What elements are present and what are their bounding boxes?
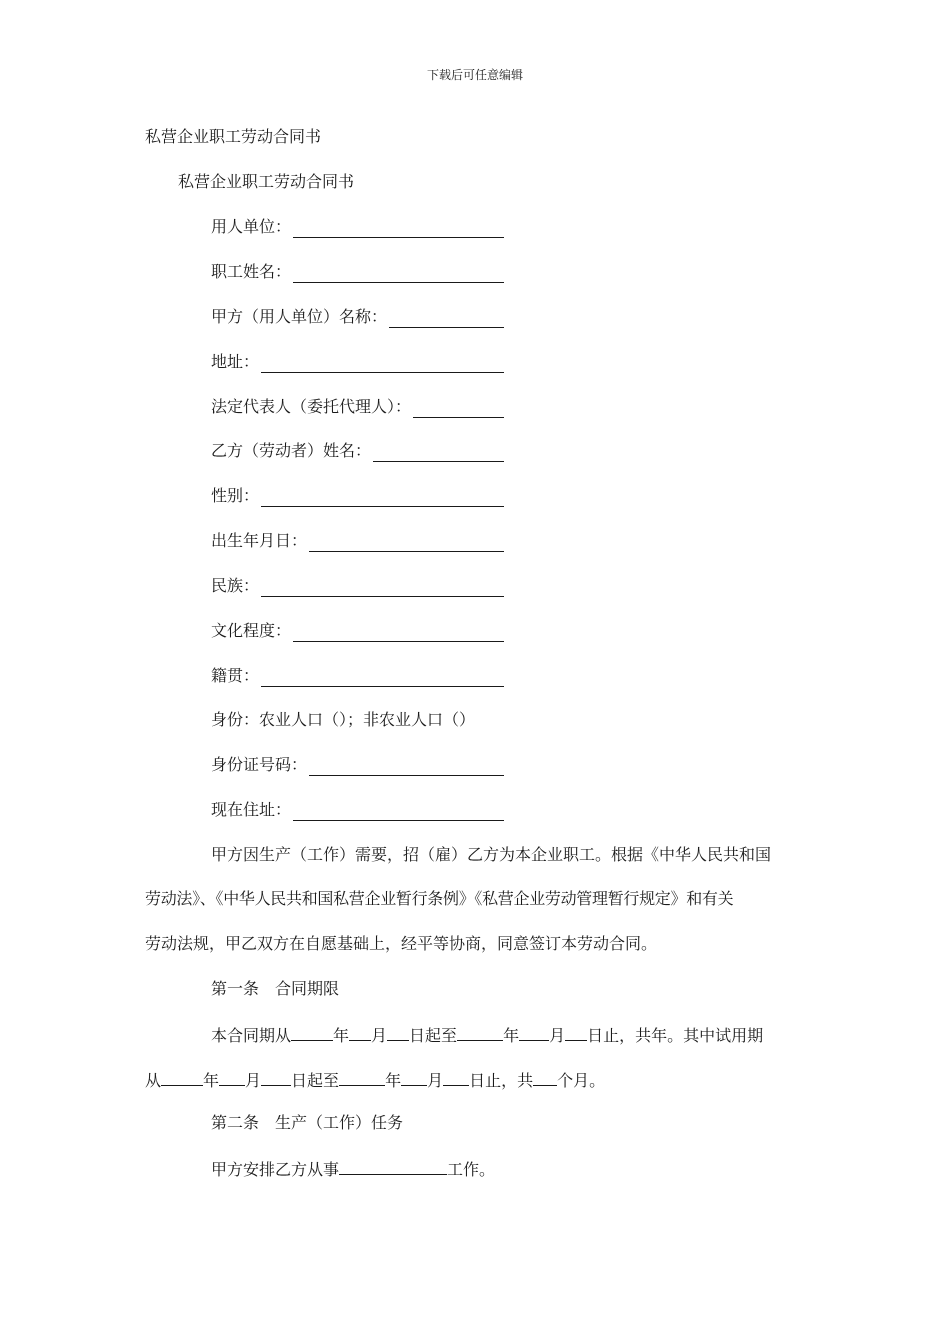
field-address bbox=[211, 351, 504, 373]
text-segment: 甲方安排乙方从事 bbox=[211, 1160, 340, 1179]
blank-months bbox=[533, 1068, 557, 1086]
identity-line: 身份：农业人口（）；非农业人口（） bbox=[211, 710, 476, 729]
article-1-line-2 bbox=[145, 1068, 605, 1092]
text-segment: 本合同期从 bbox=[211, 1026, 292, 1045]
blank-year bbox=[457, 1023, 503, 1041]
article-1-heading: 第一条 合同期限 bbox=[211, 979, 340, 998]
blank-day bbox=[443, 1068, 469, 1086]
blank-line bbox=[261, 488, 504, 507]
blank-line bbox=[261, 354, 504, 373]
field-label: 用人单位： bbox=[211, 217, 292, 236]
text-segment: 月 bbox=[549, 1026, 566, 1045]
document-subtitle: 私营企业职工劳动合同书 bbox=[178, 172, 355, 191]
field-label: 甲方（用人单位）名称： bbox=[211, 307, 388, 326]
field-label: 职工姓名： bbox=[211, 262, 292, 281]
article-2-line bbox=[211, 1157, 495, 1181]
blank-month bbox=[219, 1068, 245, 1086]
field-gender bbox=[211, 485, 504, 507]
field-education bbox=[211, 620, 504, 642]
field-label: 性别： bbox=[211, 486, 260, 505]
field-label: 出生年月日： bbox=[211, 531, 308, 550]
blank-month bbox=[349, 1023, 371, 1041]
field-label: 身份证号码： bbox=[211, 755, 308, 774]
field-native-place bbox=[211, 665, 504, 687]
field-legal-representative bbox=[211, 396, 504, 418]
blank-line bbox=[309, 757, 504, 776]
blank-month bbox=[401, 1068, 427, 1086]
document-title: 私营企业职工劳动合同书 bbox=[145, 127, 322, 146]
field-id-number bbox=[211, 754, 504, 776]
field-birth-date bbox=[211, 530, 504, 552]
blank-line bbox=[293, 264, 504, 283]
blank-line bbox=[261, 578, 504, 597]
blank-line bbox=[293, 802, 504, 821]
blank-line bbox=[261, 668, 504, 687]
field-party-b-name bbox=[211, 440, 504, 462]
field-party-a-name bbox=[211, 306, 504, 328]
blank-year bbox=[291, 1023, 333, 1041]
blank-day bbox=[261, 1068, 291, 1086]
blank-line bbox=[413, 399, 504, 418]
text-segment: 月 bbox=[371, 1026, 388, 1045]
blank-line bbox=[293, 219, 504, 238]
text-segment: 个月。 bbox=[557, 1071, 606, 1090]
preamble-line-3: 劳动法规，甲乙双方在自愿基础上，经平等协商，同意签订本劳动合同。 bbox=[145, 934, 658, 953]
field-current-address bbox=[211, 799, 504, 821]
field-label: 民族： bbox=[211, 576, 260, 595]
blank-line bbox=[389, 309, 504, 328]
text-segment: 日止，共 bbox=[469, 1071, 534, 1090]
blank-line bbox=[373, 443, 504, 462]
text-segment: 年 bbox=[385, 1071, 402, 1090]
article-1-line-1 bbox=[211, 1023, 763, 1047]
text-segment: 月 bbox=[427, 1071, 444, 1090]
preamble-line-2: 劳动法》、《中华人民共和国私营企业暂行条例》《私营企业劳动管理暂行规定》和有关 bbox=[145, 889, 734, 908]
blank-year bbox=[339, 1068, 385, 1086]
blank-day bbox=[565, 1023, 587, 1041]
text-segment: 日止，共年。其中试用期 bbox=[587, 1026, 764, 1045]
field-label: 文化程度： bbox=[211, 621, 292, 640]
field-label: 籍贯： bbox=[211, 666, 260, 685]
blank-day bbox=[387, 1023, 409, 1041]
preamble-line-1: 甲方因生产（工作）需要，招（雇）乙方为本企业职工。根据《中华人民共和国 bbox=[211, 845, 772, 864]
blank-job bbox=[339, 1157, 447, 1175]
field-employee-name bbox=[211, 261, 504, 283]
field-employer bbox=[211, 216, 504, 238]
text-segment: 年 bbox=[333, 1026, 350, 1045]
text-segment: 工作。 bbox=[447, 1160, 496, 1179]
text-segment: 从 bbox=[145, 1071, 162, 1090]
field-label: 现在住址： bbox=[211, 800, 292, 819]
field-ethnicity bbox=[211, 575, 504, 597]
text-segment: 日起至 bbox=[409, 1026, 458, 1045]
text-segment: 年 bbox=[503, 1026, 520, 1045]
field-label: 法定代表人（委托代理人）： bbox=[211, 397, 412, 416]
blank-line bbox=[309, 533, 504, 552]
field-label: 地址： bbox=[211, 352, 260, 371]
blank-month bbox=[519, 1023, 549, 1041]
text-segment: 日起至 bbox=[291, 1071, 340, 1090]
header-note: 下载后可任意编辑 bbox=[426, 68, 523, 82]
text-segment: 年 bbox=[203, 1071, 220, 1090]
article-2-heading: 第二条 生产（工作）任务 bbox=[211, 1113, 404, 1132]
blank-line bbox=[293, 623, 504, 642]
blank-year bbox=[161, 1068, 203, 1086]
text-segment: 月 bbox=[245, 1071, 262, 1090]
field-label: 乙方（劳动者）姓名： bbox=[211, 441, 372, 460]
